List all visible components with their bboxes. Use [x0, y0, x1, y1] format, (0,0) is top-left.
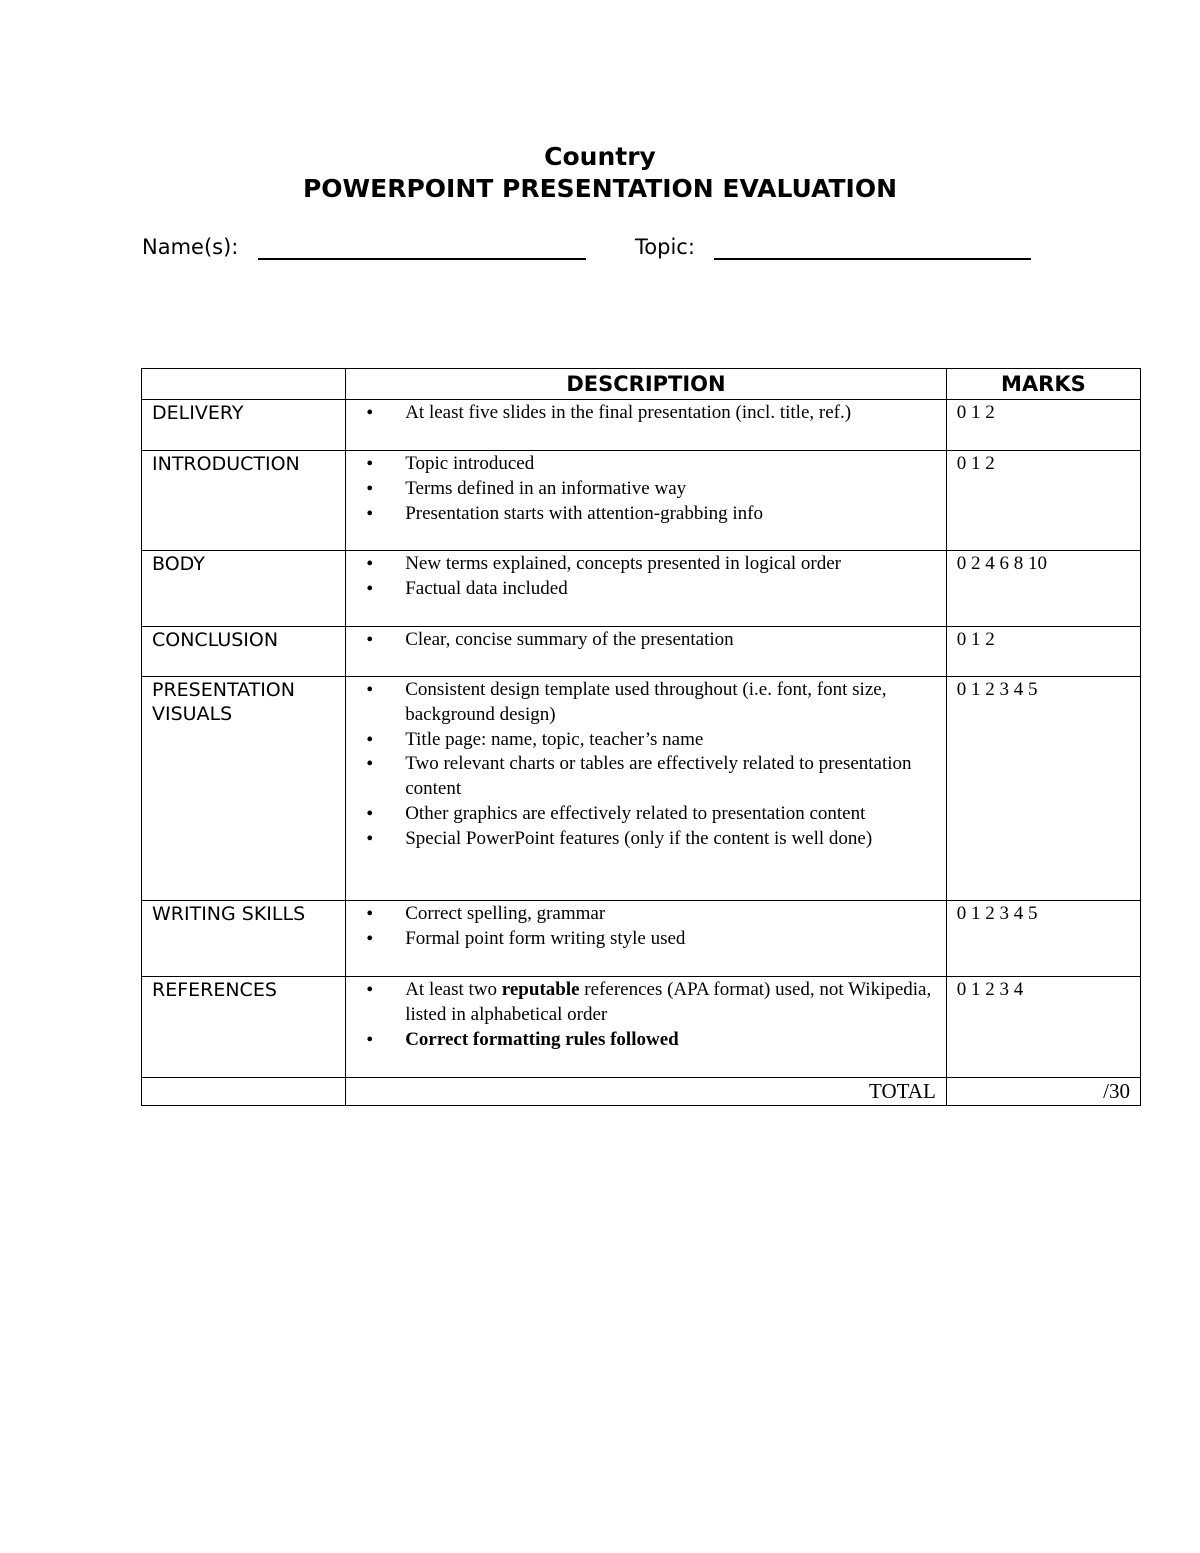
table-row [142, 400, 1141, 451]
marks-cell: 0 1 2 3 4 5 [946, 901, 1140, 977]
total-label: TOTAL [346, 1078, 947, 1106]
criterion-text-post: references (APA format) used, not Wikipedia, listed in alphabetical order [405, 979, 932, 1025]
criterion-item: • Terms defined in an informative way [346, 477, 938, 502]
category-writing-skills: WRITING SKILLS [142, 901, 346, 977]
criterion-item: • Presentation starts with attention-grabbing info [346, 502, 938, 527]
names-label: Name(s): [142, 235, 239, 259]
header-category-cell [142, 369, 346, 400]
total-empty-cell [142, 1078, 346, 1106]
topic-label: Topic: [635, 235, 695, 259]
marks-cell: 0 2 4 6 8 10 [946, 551, 1140, 627]
document-title-line2: POWERPOINT PRESENTATION EVALUATION [302, 174, 898, 203]
criterion-item: • Correct spelling, grammar [346, 902, 938, 927]
description-cell [346, 627, 947, 677]
description-cell [346, 451, 947, 551]
marks-cell: 0 1 2 [946, 400, 1140, 451]
names-blank-line[interactable] [258, 258, 586, 260]
criterion-text-pre: At least two [405, 979, 498, 1000]
criterion-item: • Two relevant charts or tables are effectively related to presentation content [346, 752, 938, 802]
criterion-item: • Clear, concise summary of the presentation [346, 628, 938, 653]
document-title-line1: Country [544, 142, 656, 171]
criterion-item: • New terms explained, concepts presented in logical order [346, 552, 938, 577]
header-description-cell: DESCRIPTION [346, 369, 947, 400]
category-presentation-visuals: PRESENTATION VISUALS [142, 677, 346, 901]
description-cell [346, 677, 947, 901]
header-marks-cell: MARKS [946, 369, 1140, 400]
total-value[interactable]: /30 [946, 1078, 1140, 1106]
criterion-item: • Other graphics are effectively related to presentation content [346, 802, 938, 827]
description-cell [346, 400, 947, 451]
description-cell [346, 977, 947, 1078]
category-references: REFERENCES [142, 977, 346, 1078]
description-cell [346, 551, 947, 627]
marks-cell: 0 1 2 3 4 [946, 977, 1140, 1078]
category-delivery: DELIVERY [142, 400, 346, 451]
criterion-item [346, 978, 938, 1028]
category-body: BODY [142, 551, 346, 627]
category-conclusion: CONCLUSION [142, 627, 346, 677]
criterion-item: • Special PowerPoint features (only if the content is well done) [346, 827, 938, 852]
marks-cell: 0 1 2 [946, 451, 1140, 551]
marks-cell: 0 1 2 [946, 627, 1140, 677]
table-header-row [142, 369, 1141, 400]
table-row [142, 627, 1141, 677]
table-row [142, 977, 1141, 1078]
marks-cell: 0 1 2 3 4 5 [946, 677, 1140, 901]
category-introduction: INTRODUCTION [142, 451, 346, 551]
table-row [142, 551, 1141, 627]
total-row [142, 1078, 1141, 1106]
topic-blank-line[interactable] [714, 258, 1031, 260]
criterion-item: • At least five slides in the final presentation (incl. title, ref.) [346, 401, 938, 426]
table-row [142, 677, 1141, 901]
criterion-item: • Consistent design template used throughout (i.e. font, font size, background design) [346, 678, 938, 728]
criterion-item: • Topic introduced [346, 452, 938, 477]
criterion-item: • Formal point form writing style used [346, 927, 938, 952]
criterion-text-bold: reputable [501, 979, 580, 1000]
table-row [142, 901, 1141, 977]
table-row [142, 451, 1141, 551]
criterion-text-bold-item: Correct formatting rules followed [405, 1028, 679, 1050]
description-cell [346, 901, 947, 977]
criterion-item: • Factual data included [346, 577, 938, 602]
criterion-item: • Title page: name, topic, teacher’s name [346, 728, 938, 753]
evaluation-rubric-table [141, 368, 1141, 1106]
criterion-item-bold [346, 1028, 938, 1053]
